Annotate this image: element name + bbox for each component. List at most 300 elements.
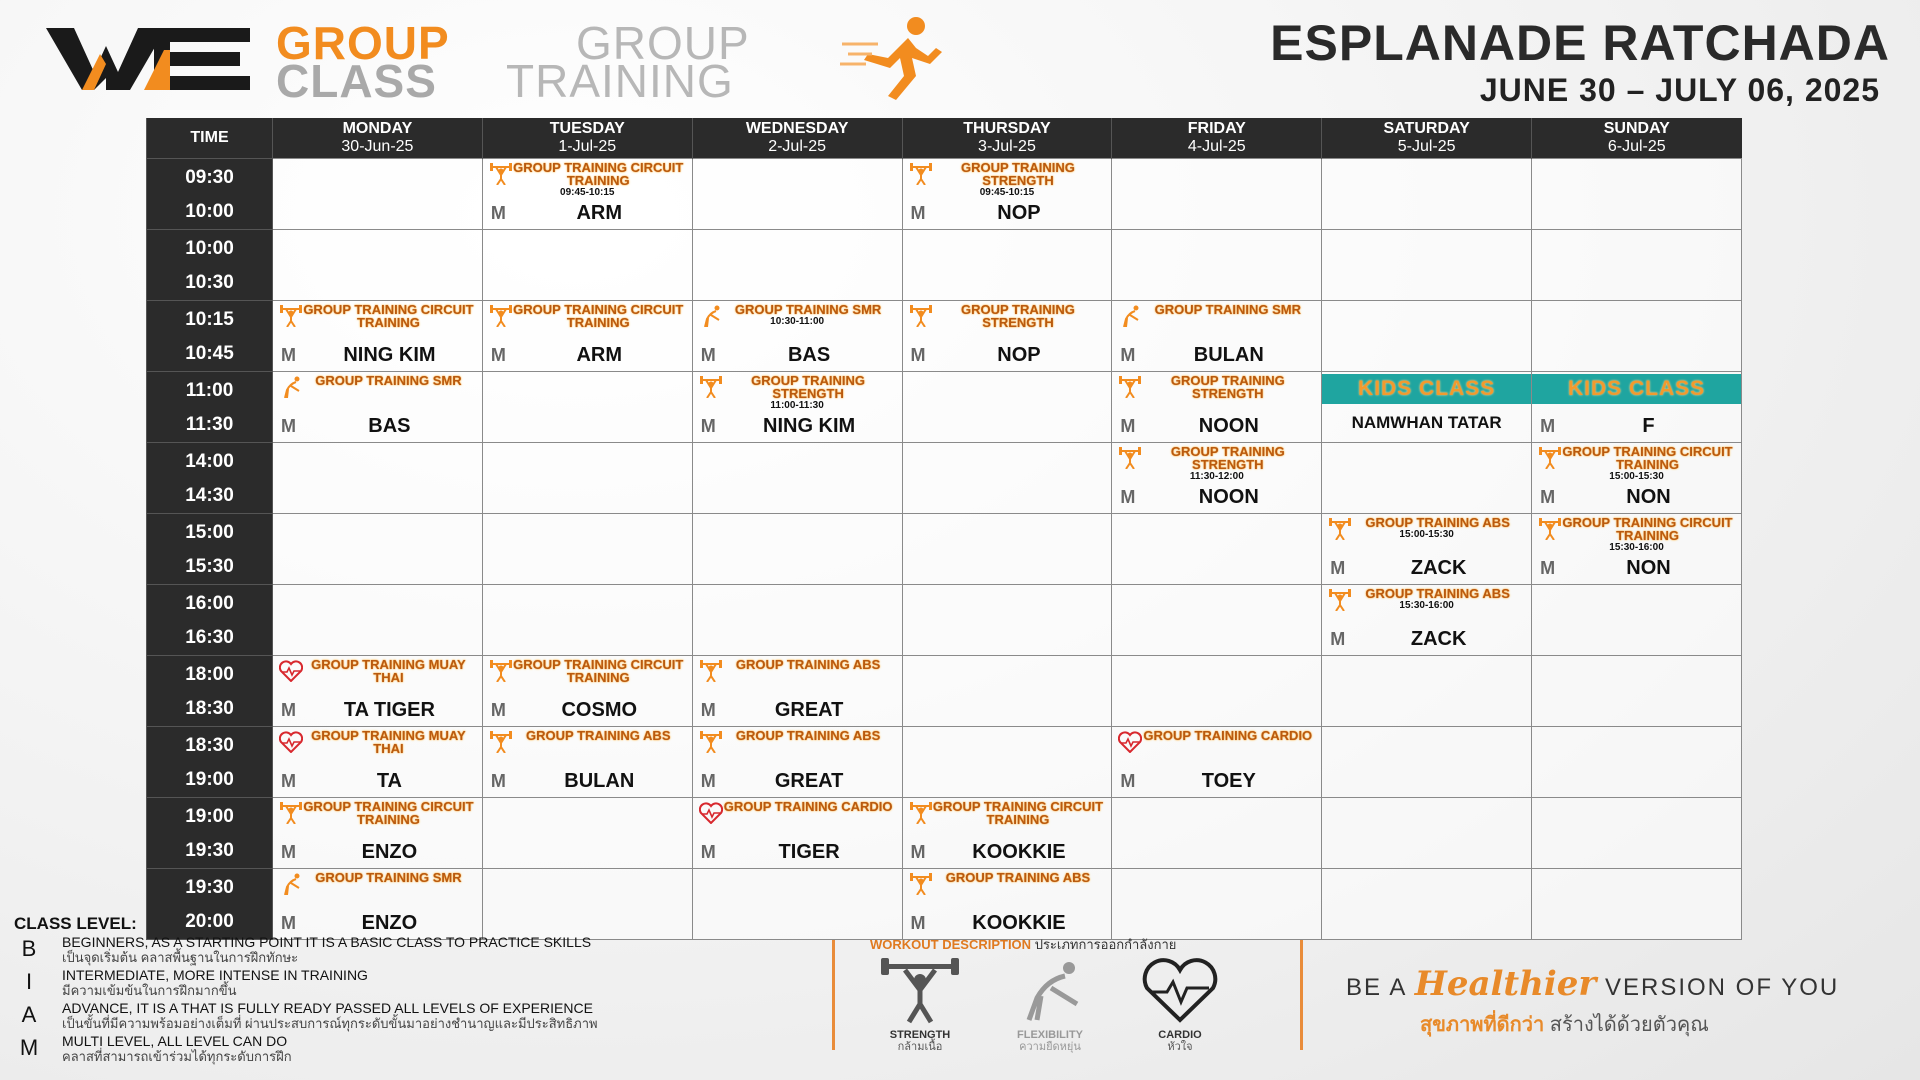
day-name: TUESDAY — [549, 119, 625, 137]
class-title: GROUP TRAINING STRENGTH — [751, 372, 866, 401]
class-cell[interactable] — [692, 371, 902, 442]
class-title: GROUP TRAINING CARDIO — [723, 798, 893, 814]
class-cell[interactable] — [1322, 584, 1532, 655]
class-title: GROUP TRAINING CIRCUIT TRAINING — [1562, 514, 1733, 543]
strength-icon — [1118, 376, 1142, 398]
trainer-name: NON — [1626, 485, 1671, 508]
class-cell[interactable] — [1112, 442, 1322, 513]
strength-legend: STRENGTH กล้ามเนื้อ — [870, 958, 970, 1053]
slot-start: 18:00 — [185, 663, 234, 685]
time-slot — [147, 726, 273, 797]
class-title: GROUP TRAINING CIRCUIT TRAINING — [303, 301, 474, 330]
trainer-name: TIGER — [778, 840, 840, 863]
slot-end: 11:30 — [185, 413, 234, 435]
class-title: GROUP TRAINING ABS — [1365, 585, 1510, 601]
empty-cell — [482, 584, 692, 655]
level-item-i — [14, 967, 814, 1000]
class-title: GROUP TRAINING SMR — [1154, 301, 1301, 317]
day-header-tuesday — [482, 118, 692, 158]
strength-icon — [279, 305, 303, 327]
slot-end: 18:30 — [185, 697, 234, 719]
class-level: M — [1120, 486, 1136, 507]
slot-start: 19:30 — [185, 876, 234, 898]
class-title: GROUP TRAINING MUAY THAI — [311, 656, 466, 685]
class-cell[interactable] — [273, 371, 483, 442]
strength-icon — [489, 731, 513, 753]
day-date: 4-Jul-25 — [1187, 137, 1246, 155]
day-header-friday — [1112, 118, 1322, 158]
level-item-a — [14, 1000, 814, 1033]
empty-cell — [1322, 158, 1532, 229]
tagline: BE A Healthier VERSION OF YOU — [1346, 964, 1840, 1004]
date-range: JUNE 30 – JULY 06, 2025 — [1479, 72, 1880, 108]
level-description: BEGINNERS, AS A STARTING POINT IT IS A BASIC CLASS TO PRACTICE SKILLS — [62, 934, 592, 950]
empty-cell — [902, 513, 1112, 584]
time-slot — [147, 797, 273, 868]
class-time: 15:30-16:00 — [1609, 541, 1664, 553]
level-description-thai: มีความเข้มข้นในการฝึกมากขึ้น — [62, 983, 237, 998]
class-cell[interactable] — [1532, 371, 1742, 442]
level-letter: I — [25, 969, 33, 994]
level-description: ADVANCE, IT IS A THAT IS FULLY READY PASSED ALL LEVELS OF EXPERIENCE — [62, 1000, 593, 1016]
schedule-body — [147, 158, 1742, 939]
class-level: M — [490, 202, 506, 223]
class-level: M — [700, 841, 716, 862]
class-title: GROUP TRAINING MUAY THAI — [311, 727, 466, 756]
slot-start: 09:30 — [185, 166, 234, 188]
class-cell[interactable] — [1532, 442, 1742, 513]
slot-end: 10:00 — [185, 200, 234, 222]
class-title: GROUP TRAINING CIRCUIT TRAINING — [932, 798, 1104, 827]
trainer-name: ARM — [576, 343, 623, 366]
empty-cell — [482, 229, 692, 300]
flexibility-legend: FLEXIBILITY ความยืดหยุ่น — [1000, 958, 1100, 1053]
class-title: GROUP TRAINING CIRCUIT TRAINING — [303, 798, 474, 827]
class-cell[interactable] — [1322, 513, 1532, 584]
trainer-name: F — [1642, 414, 1655, 437]
strength-icon — [909, 163, 933, 185]
class-time: 15:30-16:00 — [1399, 599, 1454, 611]
empty-cell — [1532, 300, 1742, 371]
empty-cell — [1112, 513, 1322, 584]
class-level: M — [281, 699, 296, 720]
empty-cell — [1112, 797, 1322, 868]
trainer-name: ENZO — [361, 911, 418, 934]
class-title: GROUP TRAINING ABS — [526, 727, 671, 743]
class-cell[interactable] — [1532, 513, 1742, 584]
we-logo — [46, 20, 256, 96]
trainer-name: TOEY — [1201, 769, 1256, 792]
header-row — [147, 118, 1742, 158]
empty-cell — [902, 655, 1112, 726]
class-level: M — [910, 841, 926, 862]
class-level: M — [1120, 770, 1136, 791]
class-title: GROUP TRAINING CIRCUIT TRAINING — [513, 656, 684, 685]
empty-cell — [273, 442, 483, 513]
class-level-title: CLASS LEVEL: — [14, 914, 137, 933]
empty-cell — [692, 513, 902, 584]
day-header-wednesday — [692, 118, 902, 158]
class-cell[interactable] — [692, 726, 902, 797]
divider-left — [832, 940, 835, 1050]
trainer-name: ARM — [576, 201, 623, 224]
day-date: 30-Jun-25 — [341, 137, 414, 155]
empty-cell — [1322, 726, 1532, 797]
class-title: GROUP TRAINING SMR — [734, 301, 882, 317]
day-name: MONDAY — [342, 119, 413, 137]
strength-icon — [489, 660, 513, 682]
flexibility-icon — [1118, 305, 1142, 327]
class-level-legend — [14, 911, 814, 1066]
day-name: FRIDAY — [1187, 119, 1246, 137]
slot-end: 10:30 — [185, 271, 234, 293]
day-date: 2-Jul-25 — [768, 137, 827, 155]
class-cell[interactable] — [692, 300, 902, 371]
level-letter: A — [21, 1002, 37, 1027]
runner-icon — [838, 14, 948, 100]
empty-cell — [692, 158, 902, 229]
class-title: GROUP TRAINING CIRCUIT TRAINING — [513, 301, 684, 330]
day-name: WEDNESDAY — [745, 119, 849, 137]
empty-cell — [902, 726, 1112, 797]
class-time: 15:00-15:30 — [1609, 470, 1664, 482]
level-description-thai: เป็นจุดเริ่มต้น คลาสพื้นฐานในการฝึกทักษะ — [62, 950, 299, 965]
strength-icon — [909, 305, 933, 327]
empty-cell — [1532, 229, 1742, 300]
class-title: GROUP TRAINING CIRCUIT TRAINING — [513, 159, 684, 188]
empty-cell — [692, 584, 902, 655]
slot-start: 14:00 — [185, 450, 234, 472]
empty-cell — [692, 229, 902, 300]
slot-start: 19:00 — [185, 805, 234, 827]
class-cell[interactable] — [902, 300, 1112, 371]
class-title: GROUP TRAINING ABS — [1365, 514, 1510, 530]
class-level: M — [1330, 557, 1346, 578]
trainer-name: KOOKKIE — [972, 911, 1066, 934]
brand-group-orange: GROUP — [276, 17, 450, 69]
class-title: GROUP TRAINING ABS — [735, 656, 881, 672]
level-description: INTERMEDIATE, MORE INTENSE IN TRAINING — [62, 967, 368, 983]
empty-cell — [902, 371, 1112, 442]
class-time: 15:00-15:30 — [1399, 528, 1454, 540]
empty-cell — [1322, 229, 1532, 300]
trainer-name: COSMO — [561, 698, 638, 721]
slot-start: 16:00 — [185, 592, 234, 614]
trainer-name: BULAN — [564, 769, 635, 792]
empty-cell — [1112, 868, 1322, 939]
time-slot-row — [147, 584, 1742, 655]
empty-cell — [1532, 584, 1742, 655]
class-cell[interactable] — [273, 655, 483, 726]
class-level: M — [490, 344, 506, 365]
level-letter: M — [19, 1035, 39, 1060]
time-slot — [147, 300, 273, 371]
class-level: M — [700, 699, 716, 720]
time-slot-row — [147, 655, 1742, 726]
time-slot-row — [147, 726, 1742, 797]
class-time: 09:45-10:15 — [560, 186, 615, 198]
class-level: M — [281, 415, 296, 436]
class-title: GROUP TRAINING STRENGTH — [1170, 372, 1285, 401]
slot-end: 16:30 — [185, 626, 234, 648]
empty-cell — [1112, 584, 1322, 655]
time-slot — [147, 513, 273, 584]
class-cell[interactable] — [482, 300, 692, 371]
empty-cell — [273, 158, 483, 229]
strength-icon — [1118, 447, 1142, 469]
strength-icon — [877, 958, 963, 1024]
trainer-name: NAMWHAN TATAR — [1351, 412, 1502, 432]
class-title: GROUP TRAINING STRENGTH — [961, 301, 1075, 330]
trainer-name: BULAN — [1193, 343, 1264, 366]
day-name: SATURDAY — [1383, 119, 1470, 137]
trainer-name: TA — [376, 769, 403, 792]
empty-cell — [1322, 442, 1532, 513]
empty-cell — [692, 442, 902, 513]
slot-end: 14:30 — [185, 484, 234, 506]
strength-icon — [1538, 447, 1562, 469]
trainer-name: ZACK — [1410, 627, 1467, 650]
class-cell[interactable] — [1112, 300, 1322, 371]
cardio-icon — [279, 731, 303, 753]
level-item-m — [14, 1033, 814, 1066]
empty-cell — [1532, 868, 1742, 939]
class-cell[interactable] — [1112, 371, 1322, 442]
time-slot — [147, 584, 273, 655]
day-date: 6-Jul-25 — [1607, 137, 1666, 155]
kids-class-banner: KIDS CLASS — [1532, 374, 1741, 404]
trainer-name: BAS — [787, 343, 831, 366]
class-level: M — [281, 344, 296, 365]
slot-start: 10:00 — [185, 237, 234, 259]
schedule-table — [146, 118, 1742, 940]
class-time: 10:30-11:00 — [770, 315, 825, 327]
time-header: TIME — [147, 118, 273, 158]
time-slot — [147, 371, 273, 442]
brand-group-outline: GROUP — [576, 17, 750, 69]
level-item-b — [14, 934, 814, 967]
tagline-thai: สุขภาพที่ดีกว่า สร้างได้ด้วยตัวคุณ — [1420, 1014, 1709, 1036]
empty-cell — [273, 229, 483, 300]
class-time: 09:45-10:15 — [979, 186, 1035, 198]
class-level: M — [1120, 344, 1136, 365]
empty-cell — [902, 584, 1112, 655]
class-cell[interactable] — [692, 797, 902, 868]
level-description-thai: เป็นขั้นที่มีความพร้อมอย่างเต็มที่ ผ่านประสบการณ์ทุกระดับขั้นมาอย่างชำนาญและมีประสิทธิภาพ — [62, 1016, 598, 1031]
class-level: M — [1540, 415, 1556, 436]
class-title: GROUP TRAINING CIRCUIT TRAINING — [1562, 443, 1733, 472]
trainer-name: NING KIM — [763, 414, 856, 437]
class-title: GROUP TRAINING ABS — [945, 869, 1091, 885]
class-level: M — [910, 912, 926, 933]
class-cell[interactable] — [1112, 726, 1322, 797]
empty-cell — [273, 584, 483, 655]
brand-training: TRAINING — [506, 55, 734, 107]
strength-icon — [1328, 518, 1352, 540]
class-cell[interactable] — [902, 868, 1112, 939]
strength-icon — [489, 163, 513, 185]
class-cell[interactable] — [273, 300, 483, 371]
slot-end: 15:30 — [185, 555, 234, 577]
divider-right — [1300, 940, 1303, 1050]
cardio-icon — [699, 802, 723, 824]
class-level: M — [700, 344, 716, 365]
trainer-name: GREAT — [774, 769, 844, 792]
empty-cell — [1532, 655, 1742, 726]
empty-cell — [1322, 655, 1532, 726]
class-level: M — [910, 202, 926, 223]
empty-cell — [1322, 797, 1532, 868]
empty-cell — [1532, 726, 1742, 797]
class-level: M — [700, 415, 716, 436]
venue-title: ESPLANADE RATCHADA — [1270, 15, 1890, 71]
strength-icon — [1328, 589, 1352, 611]
trainer-name: ENZO — [361, 840, 418, 863]
class-level: M — [1330, 628, 1346, 649]
class-title: GROUP TRAINING STRENGTH — [1170, 443, 1285, 472]
flexibility-icon — [1007, 958, 1093, 1024]
time-slot — [147, 442, 273, 513]
trainer-name: NOP — [997, 343, 1041, 366]
kids-class-banner: KIDS CLASS — [1322, 374, 1531, 404]
class-level: M — [281, 841, 296, 862]
flexibility-icon — [279, 873, 303, 895]
time-slot — [147, 158, 273, 229]
empty-cell — [273, 513, 483, 584]
slot-end: 20:00 — [185, 910, 234, 932]
slot-start: 11:00 — [185, 379, 234, 401]
workout-description — [870, 934, 1270, 1053]
empty-cell — [1322, 868, 1532, 939]
class-cell[interactable] — [482, 726, 692, 797]
trainer-name: NING KIM — [343, 343, 436, 366]
empty-cell — [1112, 158, 1322, 229]
empty-cell — [482, 797, 692, 868]
flexibility-icon — [699, 305, 723, 327]
class-title: GROUP TRAINING STRENGTH — [961, 159, 1075, 188]
day-name: THURSDAY — [963, 119, 1051, 137]
empty-cell — [1532, 158, 1742, 229]
empty-cell — [1112, 655, 1322, 726]
empty-cell — [902, 442, 1112, 513]
cardio-icon — [1118, 731, 1142, 753]
strength-icon — [909, 873, 933, 895]
day-name: SUNDAY — [1603, 119, 1670, 137]
class-time: 11:00-11:30 — [770, 399, 824, 411]
time-slot-row — [147, 442, 1742, 513]
workout-title: WORKOUT DESCRIPTION ประเภทการออกกำลังกาย — [870, 937, 1177, 952]
trainer-name: KOOKKIE — [972, 840, 1066, 863]
class-level: M — [490, 770, 506, 791]
time-slot — [147, 655, 273, 726]
class-time: 11:30-12:00 — [1189, 470, 1244, 482]
class-cell[interactable] — [692, 655, 902, 726]
class-cell[interactable] — [482, 655, 692, 726]
slot-end: 19:30 — [185, 839, 234, 861]
class-level: M — [910, 344, 926, 365]
class-level: M — [1540, 486, 1556, 507]
time-slot — [147, 229, 273, 300]
class-level: M — [490, 699, 506, 720]
empty-cell — [482, 442, 692, 513]
day-header-thursday — [902, 118, 1112, 158]
trainer-name: ZACK — [1410, 556, 1467, 579]
class-level: M — [1120, 415, 1136, 436]
class-title: GROUP TRAINING SMR — [315, 372, 462, 388]
class-level: M — [281, 770, 296, 791]
day-date: 3-Jul-25 — [978, 137, 1036, 155]
time-slot-row — [147, 371, 1742, 442]
cardio-icon — [1137, 958, 1223, 1024]
class-level: M — [700, 770, 716, 791]
trainer-name: NOP — [997, 201, 1041, 224]
class-cell[interactable] — [1322, 371, 1532, 442]
empty-cell — [482, 371, 692, 442]
class-cell[interactable] — [902, 158, 1112, 229]
strength-icon — [699, 660, 723, 682]
strength-icon — [699, 376, 723, 398]
slot-start: 15:00 — [185, 521, 234, 543]
brand-class: CLASS — [276, 55, 437, 107]
time-slot-row — [147, 797, 1742, 868]
trainer-name: TA TIGER — [343, 698, 435, 721]
empty-cell — [1112, 229, 1322, 300]
level-description-thai: คลาสที่สามารถเข้าร่วมได้ทุกระดับการฝึก — [62, 1049, 292, 1064]
trainer-name: NON — [1626, 556, 1671, 579]
day-header-saturday — [1322, 118, 1532, 158]
flexibility-icon — [279, 376, 303, 398]
class-cell[interactable] — [273, 726, 483, 797]
class-cell[interactable] — [273, 797, 483, 868]
strength-icon — [1538, 518, 1562, 540]
slot-start: 10:15 — [185, 308, 234, 330]
trainer-name: GREAT — [774, 698, 844, 721]
time-slot-row — [147, 229, 1742, 300]
class-title: GROUP TRAINING CARDIO — [1143, 727, 1313, 743]
day-header-monday — [273, 118, 483, 158]
class-title: GROUP TRAINING SMR — [315, 869, 462, 885]
empty-cell — [1322, 300, 1532, 371]
class-level: M — [281, 912, 296, 933]
day-header-sunday — [1532, 118, 1742, 158]
slot-end: 10:45 — [185, 342, 234, 364]
strength-icon — [489, 305, 513, 327]
trainer-name: BAS — [368, 414, 411, 437]
empty-cell — [1532, 797, 1742, 868]
trainer-name: NOON — [1198, 485, 1259, 508]
day-date: 5-Jul-25 — [1397, 137, 1456, 155]
strength-icon — [699, 731, 723, 753]
class-cell[interactable] — [482, 158, 692, 229]
slot-start: 18:30 — [185, 734, 234, 756]
time-slot-row — [147, 300, 1742, 371]
slot-end: 19:00 — [185, 768, 234, 790]
cardio-legend: CARDIO หัวใจ — [1130, 958, 1230, 1053]
class-title: GROUP TRAINING ABS — [735, 727, 881, 743]
strength-icon — [909, 802, 933, 824]
class-cell[interactable] — [902, 797, 1112, 868]
class-level: M — [1540, 557, 1556, 578]
level-letter: B — [21, 936, 37, 961]
day-date: 1-Jul-25 — [558, 137, 617, 155]
trainer-name: NOON — [1198, 414, 1259, 437]
strength-icon — [279, 802, 303, 824]
time-slot-row — [147, 513, 1742, 584]
level-description: MULTI LEVEL, ALL LEVEL CAN DO — [62, 1033, 288, 1049]
cardio-icon — [279, 660, 303, 682]
empty-cell — [482, 513, 692, 584]
time-slot-row — [147, 158, 1742, 229]
